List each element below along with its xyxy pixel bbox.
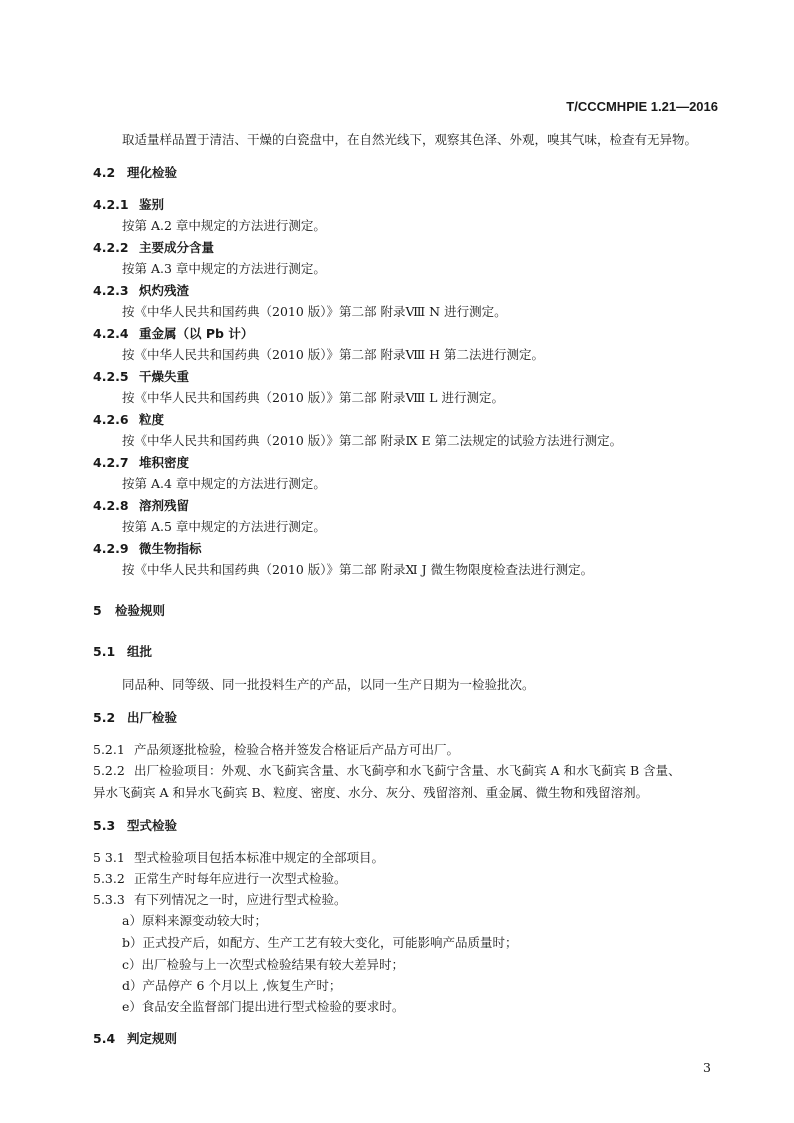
list-item-b: b）正式投产后，如配方、生产工艺有较大变化，可能影响产品质量时； [122,935,518,950]
subsection-text: 按《中华人民共和国药典（2010 版）》第二部 附录Ⅷ N 进行测定。 [122,304,507,319]
section-heading-5-2 [93,710,177,726]
section-number: 4.2 [93,165,116,180]
subsection-number: 4.2.6 [93,412,129,427]
section-number: 5.4 [93,1031,116,1046]
subsection-number: 4.2.7 [93,455,129,470]
subsection-number: 4.2.9 [93,541,129,556]
section-number: 5.3 [93,818,116,833]
subsection-heading-4-2-8 [93,498,189,514]
clause-text: 产品须逐批检验，检验合格并签发合格证后产品方可出厂。 [134,742,460,757]
standard-code-header: T/CCCMHPIE 1.21—2016 [566,99,718,114]
sensory-method-text: 取适量样品置于清洁、干燥的白瓷盘中，在自然光线下，观察其色泽、外观，嗅其气味，检查有无异物。 [122,132,698,147]
section-number: 5.2 [93,710,116,725]
subsection-number: 4.2.3 [93,283,129,298]
section-heading-5-4 [93,1031,177,1047]
chapter-title: 检验规则 [115,603,166,618]
section-title: 出厂检验 [127,710,178,725]
clause-5-3-1 [93,850,384,866]
subsection-text: 按第 A.4 章中规定的方法进行测定。 [122,476,326,491]
subsection-heading-4-2-6 [93,412,164,428]
subsection-heading-4-2-9 [93,541,202,557]
chapter-number: 5 [93,603,102,618]
clause-text-continued: 异水飞蓟宾 A 和异水飞蓟宾 B、粒度、密度、水分、灰分、残留溶剂、重金属、微生物和残留溶剂。 [93,785,649,800]
subsection-text: 按第 A.5 章中规定的方法进行测定。 [122,519,326,534]
subsection-heading-4-2-7 [93,455,189,471]
section-number: 5.1 [93,644,116,659]
subsection-title: 鉴别 [139,197,165,212]
clause-number: 5.3.3 [93,892,125,907]
clause-number: 5 3.1 [93,850,125,865]
subsection-heading-4-2-4 [93,326,253,342]
subsection-title: 粒度 [139,412,165,427]
subsection-title: 堆积密度 [139,455,190,470]
section-heading-5-3 [93,818,177,834]
subsection-text: 按《中华人民共和国药典（2010 版）》第二部 附录Ⅷ H 第二法进行测定。 [122,347,545,362]
subsection-heading-4-2-1 [93,197,164,213]
subsection-number: 4.2.5 [93,369,129,384]
section-title: 判定规则 [127,1031,178,1046]
clause-5-3-2 [93,871,347,887]
subsection-title: 炽灼残渣 [139,283,190,298]
clause-5-3-3 [93,892,347,908]
clause-number: 5.3.2 [93,871,125,886]
list-item-a: a）原料来源变动较大时； [122,913,267,928]
subsection-number: 4.2.8 [93,498,129,513]
section-title: 组批 [127,644,153,659]
clause-number: 5.2.2 [93,763,125,778]
page-number: 3 [703,1060,711,1075]
clause-5-2-2 [93,763,681,779]
section-title: 理化检验 [127,165,178,180]
subsection-heading-4-2-2 [93,240,214,256]
clause-text: 正常生产时每年应进行一次型式检验。 [134,871,347,886]
clause-text: 出厂检验项目：外观、水飞蓟宾含量、水飞蓟亭和水飞蓟宁含量、水飞蓟宾 A 和水飞蓟宾 B 含量、 [134,763,681,778]
clause-text: 型式检验项目包括本标准中规定的全部项目。 [134,850,385,865]
subsection-title: 主要成分含量 [139,240,215,255]
clause-number: 5.2.1 [93,742,125,757]
subsection-number: 4.2.1 [93,197,129,212]
subsection-text: 按《中华人民共和国药典（2010 版）》第二部 附录Ⅺ J 微生物限度检查法进行测定。 [122,562,594,577]
clause-text: 有下列情况之一时，应进行型式检验。 [134,892,347,907]
list-item-c: c）出厂检验与上一次型式检验结果有较大差异时； [122,957,405,972]
section-heading-4-2 [93,165,177,181]
list-item-d: d）产品停产 6 个月以上 ,恢复生产时； [122,978,342,993]
subsection-text: 按第 A.3 章中规定的方法进行测定。 [122,261,326,276]
section-heading-5-1 [93,644,152,660]
subsection-text: 按第 A.2 章中规定的方法进行测定。 [122,218,326,233]
subsection-text: 按《中华人民共和国药典（2010 版）》第二部 附录Ⅷ L 进行测定。 [122,390,504,405]
subsection-number: 4.2.2 [93,240,129,255]
section-title: 型式检验 [127,818,178,833]
subsection-number: 4.2.4 [93,326,129,341]
section-text: 同品种、同等级、同一批投料生产的产品，以同一生产日期为一检验批次。 [122,677,535,692]
subsection-title: 溶剂残留 [139,498,190,513]
subsection-title: 干燥失重 [139,369,190,384]
subsection-heading-4-2-5 [93,369,189,385]
chapter-heading-5 [93,603,165,619]
subsection-text: 按《中华人民共和国药典（2010 版）》第二部 附录Ⅸ E 第二法规定的试验方法进行测定。 [122,433,623,448]
list-item-e: e）食品安全监督部门提出进行型式检验的要求时。 [122,999,405,1014]
subsection-heading-4-2-3 [93,283,189,299]
subsection-title: 重金属（以 Pb 计） [139,326,254,341]
clause-5-2-1 [93,742,459,758]
subsection-title: 微生物指标 [139,541,202,556]
